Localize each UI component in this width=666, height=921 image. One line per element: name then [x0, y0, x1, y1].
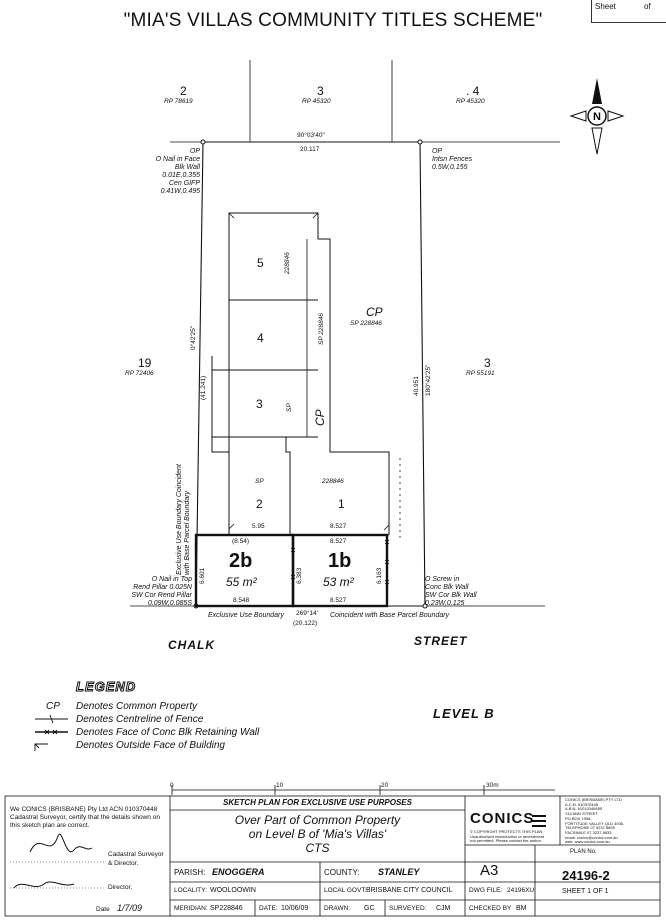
drawn-label: DRAWN:: [324, 905, 351, 912]
dim-5-95: 5.95: [252, 523, 265, 530]
certification-text: We CONICS (BRISBANE) Pty Ltd ACN 010370448 Cadastral Surveyor, certify that the details shown on this sketch plan are correct.: [10, 806, 160, 829]
plan-number: 24196-2: [562, 868, 610, 883]
area-1b-right-depth: 6.163: [376, 567, 383, 584]
cp-label: CP: [366, 305, 383, 319]
building-outline-top: [229, 213, 318, 535]
legend-title: LEGEND: [76, 679, 137, 694]
plan-no-label: PLAN No.: [570, 849, 597, 855]
scale-tick-20: 20: [381, 782, 389, 789]
legend-item-cp: Denotes Common Property: [76, 701, 198, 712]
director-label-1: & Director.: [108, 860, 139, 867]
level-label: LEVEL B: [433, 706, 495, 721]
lot-3-outline: [212, 356, 318, 437]
company-logo-text: CONICS: [470, 810, 535, 827]
adjacent-lot-19: 19: [138, 356, 152, 370]
plan-description-3: CTS: [305, 841, 330, 855]
top-bearing: 90°03'40": [297, 132, 325, 139]
cp-plan: SP 228846: [350, 320, 382, 327]
legend-item-building: Denotes Outside Face of Building: [76, 740, 225, 751]
bottom-distance: (20.122): [293, 620, 318, 627]
lot-1-label: 1: [338, 497, 345, 511]
area-1b-id: 1b: [328, 550, 352, 572]
lot-1-plan: 228846: [322, 478, 344, 485]
lot-3-plan: SP: [286, 403, 293, 412]
right-bearing: 180°42'25": [425, 364, 432, 396]
corner-mark-tl: [201, 140, 205, 144]
signature-1: [30, 834, 92, 852]
legend-item-wall: Denotes Face of Conc Blk Retaining Wall: [76, 727, 260, 738]
county-value: STANLEY: [378, 867, 420, 877]
director-label-2: Director.: [108, 884, 133, 891]
site-boundary: [196, 142, 425, 606]
adjacent-lot-2: 2: [180, 84, 187, 98]
scale-tick-30: 30m: [486, 782, 499, 789]
locality-label: LOCALITY:: [174, 887, 207, 894]
boundary-note-bottom-b: Coincident with Base Parcel Boundary: [330, 612, 450, 619]
lot-5-label: 5: [257, 256, 264, 270]
drawn-value: GC: [364, 905, 375, 912]
legend-symbols: [35, 715, 68, 751]
signature-2: [14, 882, 74, 888]
left-distance: (41.241): [200, 375, 207, 400]
surveyed-value: CJM: [436, 905, 451, 912]
bottom-bearing: 269°14': [296, 610, 318, 617]
company-details: CONICS (BRISBANE) PTY LTD A.C.N. 010370448 A.B.N. 61010346655 743 ANN STREET PO BOX 1958, FORTITUDE VALLEY QLD 4006, TELEPHONE 07 3237 8899 FACSIMILE 07 3237 8833 email: conics@conics.com.au web: www.conics.com.au: [565, 797, 625, 845]
area-1b-size: 53 m²: [323, 575, 354, 589]
legend-item-fence: Denotes Centreline of Fence: [76, 714, 204, 725]
corner-mark-tr: [418, 140, 422, 144]
lot-5-plan: 228846: [284, 252, 291, 274]
date-label-2: DATE:: [259, 905, 278, 912]
county-label: COUNTY:: [324, 868, 360, 877]
sheet-of-label: of: [644, 2, 651, 11]
north-arrow-icon: [571, 78, 623, 154]
building-face-ticks: [229, 213, 389, 530]
top-distance: 20.117: [300, 146, 320, 153]
checked-value: BM: [516, 905, 527, 912]
mark-top-right: OP Intsn Fences 0.5W,0.155: [432, 148, 473, 171]
lot-2-plan: SP: [255, 478, 264, 485]
adjacent-lot-3-east: 3: [484, 356, 491, 370]
adjacent-lot-3: 3: [317, 84, 324, 98]
mark-bottom-left: O Nail in Top Rend Pillar 0.025N SW Cor Rend Pillar 0.09W,0.085S: [131, 576, 192, 607]
adjacent-plan-2: RP 78619: [164, 98, 193, 105]
left-bearing: 0°42'25": [190, 325, 197, 350]
lot-4-label: 4: [257, 331, 264, 345]
sheet-label: Sheet: [595, 2, 616, 11]
parish-label: PARISH:: [174, 868, 206, 877]
area-1b-top-width: 8.527: [330, 538, 347, 545]
boundary-note-vertical: Exclusive Use Boundary Coincident with Base Parcel Boundary: [176, 464, 191, 575]
right-distance: 40.951: [413, 376, 420, 396]
area-2b-right-depth: 6.383: [296, 567, 303, 584]
area-2b-id: 2b: [229, 550, 253, 572]
sheet-size: A3: [480, 862, 499, 879]
meridian-label: MERIDIAN:: [174, 905, 208, 912]
mark-top-left: OP O Nail in Face Blk Wall 0.01E,0.355 Cen GIFP 0.41W,0.495: [155, 148, 200, 195]
checked-label: CHECKED BY: [469, 905, 512, 912]
adjacent-plan-4: RP 45320: [456, 98, 485, 105]
mark-bottom-right: O Screw in Conc Blk Wall SW Cor Blk Wall 0.23W,0.125: [425, 576, 477, 607]
page-title: "MIA'S VILLAS COMMUNITY TITLES SCHEME": [123, 10, 543, 31]
plan-heading: SKETCH PLAN FOR EXCLUSIVE USE PURPOSES: [223, 798, 412, 807]
sheet-count: SHEET 1 OF 1: [562, 888, 609, 895]
adjacent-lot-4: . 4: [466, 84, 480, 98]
scale-tick-10: 10: [276, 782, 284, 789]
plan-description-2: on Level B of 'Mia's Villas': [248, 827, 387, 841]
scale-tick-0: 0: [170, 782, 174, 789]
north-label: N: [593, 111, 601, 123]
street-name-street: STREET: [414, 634, 468, 648]
legend-cp-symbol: CP: [46, 701, 60, 712]
dwg-value: 24196XU: [507, 887, 535, 894]
boundary-note-bottom-a: Exclusive Use Boundary: [208, 612, 284, 619]
cadastral-surveyor-label: Cadastral Surveyor: [108, 851, 164, 858]
dim-8-527-top: 8.527: [330, 523, 347, 530]
area-2b-top-width: (8.54): [232, 538, 249, 545]
cp-strip-plan: SP 228846: [318, 313, 325, 345]
copyright-notice: © COPYRIGHT PROTECTS THIS PLAN Unauthorised reproduction or amendment not permitted. Please contact the author.: [470, 829, 545, 843]
adjacent-plan-3: RP 45320: [302, 98, 331, 105]
adjacent-plan-3-east: RP 55191: [466, 370, 495, 377]
cp-strip-right: [318, 239, 389, 535]
cp-vertical-label: CP: [313, 409, 327, 426]
date-label: Date: [96, 906, 110, 913]
lot-2-1-divider: [286, 437, 290, 535]
street-name-chalk: CHALK: [168, 638, 215, 652]
surveyed-label: SURVEYED:: [389, 905, 427, 912]
area-2b-left-depth: 6.601: [199, 567, 206, 584]
plan-description-1: Over Part of Common Property: [234, 813, 401, 827]
adjacent-plan-19: RP 72406: [125, 370, 154, 377]
lot-3-label: 3: [256, 397, 263, 411]
meridian-value: SP228846: [210, 905, 243, 912]
area-1b-bottom-width: 8.527: [330, 597, 347, 604]
lot-2-label: 2: [256, 497, 263, 511]
date-value-2: 10/06/09: [281, 905, 309, 912]
locality-value: WOOLOOWIN: [210, 887, 256, 894]
signature-date: 1/7/09: [117, 903, 143, 913]
area-2b-bottom-width: 8.548: [233, 597, 250, 604]
parish-value: ENOGGERA: [212, 867, 265, 877]
dwg-label: DWG FILE:: [469, 887, 503, 894]
lga-value: BRISBANE CITY COUNCIL: [366, 887, 453, 894]
area-2b-size: 55 m²: [226, 575, 257, 589]
lga-label: LOCAL GOVT:: [324, 887, 367, 894]
